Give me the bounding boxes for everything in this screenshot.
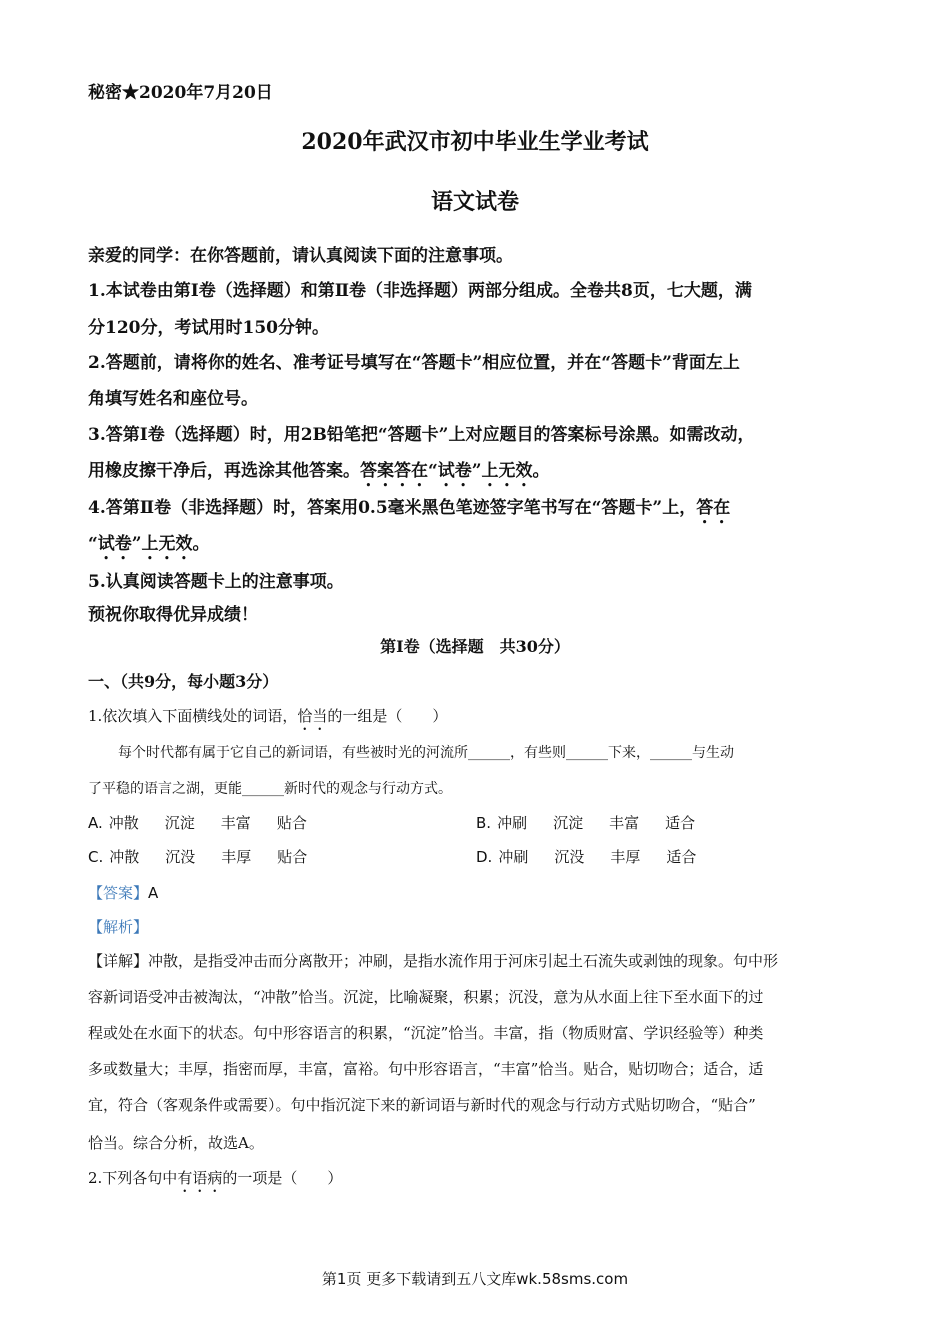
notice-item-1-line-2: 分120分，考试用时150分钟。 xyxy=(88,318,329,338)
notice-item-4-line-2: “试卷”上无效。 xyxy=(88,534,210,554)
detail-line-4: 多或数量大；丰厚，指密而厚，丰富，富裕。句中形容语言，“丰富”恰当。贴合，贴切吻合；适合，适 xyxy=(88,1060,764,1078)
exam-subtitle: 语文试卷 xyxy=(430,189,519,215)
detail-line-3: 程或处在水面下的状态。句中形容语言的积累，“沉淀”恰当。丰富，指（物质财富、学识经验等）种类 xyxy=(88,1024,764,1042)
question-1-emphasis: 恰当 xyxy=(297,707,328,725)
detail-line-5: 宜，符合（客观条件或需要）。句中指沉淀下来的新词语与新时代的观念与行动方式贴切吻合，“贴合” xyxy=(88,1096,756,1114)
confidential-date: 秘密★2020年7月20日 xyxy=(88,83,273,103)
notice-item-2-line-2: 角填写姓名和座位号。 xyxy=(88,389,258,409)
question-2-stem: 2.下列各句中有语病的一项是（ ） xyxy=(88,1169,343,1187)
notice-item-4-text: 4.答第Ⅱ卷（非选择题）时，答案用0.5毫米黑色笔迹签字笔书写在“答题卡”上， xyxy=(88,498,697,518)
detail-line-2: 容新词语受冲击被淘汰，“冲散”恰当。沉淀，比喻凝聚，积累；沉没，意为从水面上往下至水面下的过 xyxy=(88,988,764,1006)
notice-item-3-text: 用橡皮擦干净后，再选涂其他答案。 xyxy=(88,461,360,481)
notice-item-3-line-2 xyxy=(88,456,550,491)
option-a: A. 冲散 沉淀 丰富 贴合 xyxy=(88,814,307,832)
analysis-label: 【解析】 xyxy=(88,918,149,936)
part-title: 一、（共9分，每小题3分） xyxy=(88,672,279,691)
option-b: B. 冲刷 沉淀 丰富 适合 xyxy=(476,814,696,832)
notice-item-2-line-1: 2.答题前，请将你的姓名、准考证号填写在“答题卡”相应位置，并在“答题卡”背面左上 xyxy=(88,353,740,373)
exam-title: 2020年武汉市初中毕业生学业考试 xyxy=(301,129,649,155)
option-c: C. 冲散 沉没 丰厚 贴合 xyxy=(88,848,308,866)
notice-item-3-emphasis: 答案答在“试卷”上无效。 xyxy=(360,461,550,481)
question-2-emphasis: 有语病 xyxy=(177,1169,223,1187)
notice-item-3-line-1: 3.答第Ⅰ卷（选择题）时，用2B铅笔把“答题卡”上对应题目的答案标号涂黑。如需改动， xyxy=(88,425,755,445)
notice-wish: 预祝你取得优异成绩！ xyxy=(88,605,258,625)
question-1-passage-line-2: 了平稳的语言之湖，更能______新时代的观念与行动方式。 xyxy=(88,781,452,797)
option-d: D. 冲刷 沉没 丰厚 适合 xyxy=(476,848,697,866)
notice-item-5: 5.认真阅读答题卡上的注意事项。 xyxy=(88,572,344,592)
question-1-stem: 1.依次填入下面横线处的词语，恰当的一组是（ ） xyxy=(88,707,448,725)
notice-item-4-line-1 xyxy=(88,493,730,528)
detail-line-1: 【详解】冲散，是指受冲击而分离散开；冲刷，是指水流作用于河床引起土石流失或剥蚀的现象。句中形 xyxy=(88,952,779,970)
answer-label: 【答案】 xyxy=(88,884,149,902)
answer-line xyxy=(88,882,158,903)
page-footer: 第1页 更多下载请到五八文库wk.58sms.com xyxy=(321,1270,629,1288)
detail-line-6: 恰当。综合分析，故选A。 xyxy=(88,1134,264,1152)
notice-item-1-line-1: 1.本试卷由第Ⅰ卷（选择题）和第Ⅱ卷（非选择题）两部分组成。全卷共8页，七大题，满 xyxy=(88,281,752,301)
section-title: 第Ⅰ卷（选择题 共30分） xyxy=(380,637,570,656)
question-1-passage-line-1: 每个时代都有属于它自己的新词语，有些被时光的河流所______，有些则______下来，______与生动 xyxy=(118,745,734,761)
detail-label: 【详解】 xyxy=(88,952,149,970)
notice-intro: 亲爱的同学：在你答题前，请认真阅读下面的注意事项。 xyxy=(88,246,513,266)
answer-value: A xyxy=(148,884,159,902)
notice-item-4-emphasis: 答在 xyxy=(696,498,731,518)
